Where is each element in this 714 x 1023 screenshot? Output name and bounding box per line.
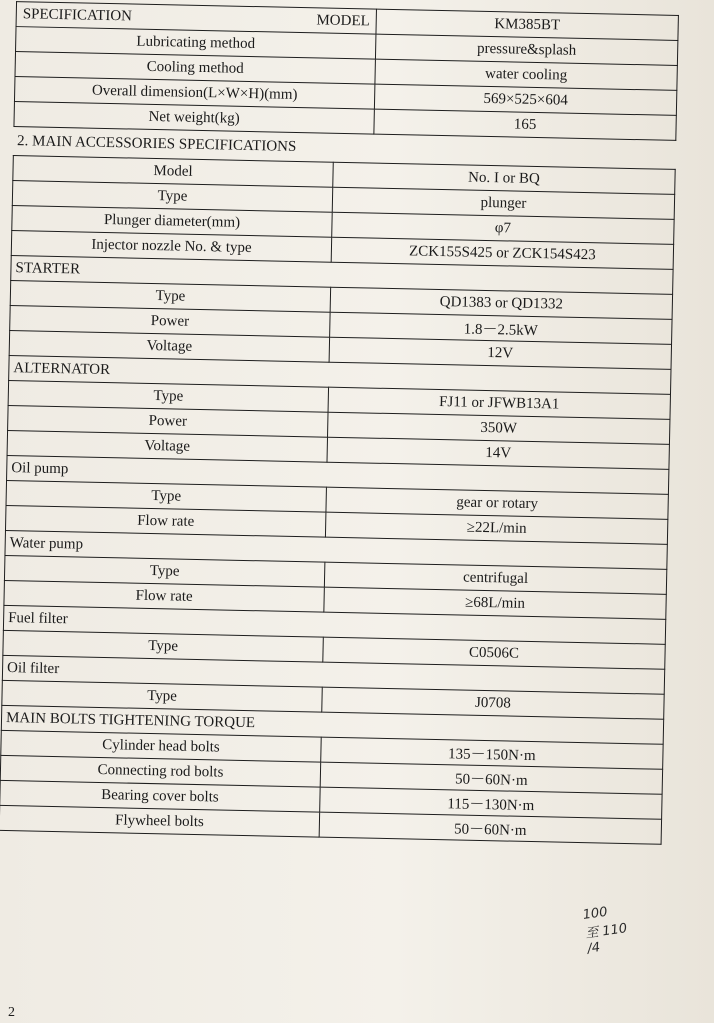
oil-filter-value: J0708 <box>322 687 664 719</box>
spec-row-label: Lubricating method <box>16 27 376 60</box>
alternator-label: Voltage <box>7 430 327 462</box>
spec-row-label: Overall dimension(L×W×H)(mm) <box>14 77 374 110</box>
oil-pump-value: ≥22L/min <box>325 512 667 544</box>
oil-pump-label: Type <box>6 480 326 512</box>
water-pump-section-title: Water pump <box>5 530 667 569</box>
bolt-torque-value: 50－60N·m <box>319 812 661 844</box>
model-header-label: MODEL <box>316 11 370 29</box>
spec-row-value: 569×525×604 <box>374 84 676 115</box>
starter-section-title: STARTER <box>11 256 673 295</box>
bolt-torque-value: 115－130N·m <box>320 787 662 819</box>
starter-label: Type <box>10 281 330 313</box>
oil-pump-value: gear or rotary <box>326 487 668 519</box>
alternator-label: Power <box>8 405 328 437</box>
handwritten-note-line: /4 <box>586 940 602 957</box>
spec-row-label: Cooling method <box>15 52 375 85</box>
water-pump-label: Flow rate <box>4 580 324 612</box>
water-pump-label: Type <box>4 555 324 587</box>
handwritten-note-line: 至 110 <box>584 921 629 942</box>
fuel-filter-value: C0506C <box>323 637 665 669</box>
oil-filter-label: Type <box>2 680 322 712</box>
fuel-pump-value: No. I or BQ <box>333 162 675 194</box>
fuel-filter-label: Type <box>3 630 323 662</box>
starter-value: QD1383 or QD1332 <box>330 287 672 319</box>
model-value: KM385BT <box>376 9 678 40</box>
fuel-pump-value: ZCK155S425 or ZCK154S423 <box>331 237 673 269</box>
water-pump-value: ≥68L/min <box>324 587 666 619</box>
fuel-filter-section-title: Fuel filter <box>3 605 665 644</box>
fuel-pump-label: Model <box>13 156 333 188</box>
bolts-section-title: MAIN BOLTS TIGHTENING TORQUE <box>1 705 663 744</box>
spec-header-label: SPECIFICATION <box>22 5 133 24</box>
alternator-value: 14V <box>327 437 669 469</box>
bolt-label: Cylinder head bolts <box>1 730 321 762</box>
fuel-pump-value: φ7 <box>332 212 674 244</box>
spec-row-value: water cooling <box>375 59 677 90</box>
bolt-label: Bearing cover bolts <box>0 780 320 812</box>
oil-pump-label: Flow rate <box>5 505 325 537</box>
spec-row-label: Net weight(kg) <box>14 102 374 135</box>
spec-row-value: pressure&splash <box>375 34 677 65</box>
water-pump-value: centrifugal <box>324 562 666 594</box>
fuel-pump-label: Type <box>12 181 332 213</box>
specification-table <box>13 1 678 141</box>
page-number: 2 <box>8 1005 15 1020</box>
oil-pump-section-title: Oil pump <box>7 455 669 494</box>
accessories-title: 2. MAIN ACCESSORIES SPECIFICATIONS <box>16 133 297 155</box>
accessories-table <box>0 155 676 845</box>
fuel-pump-value: plunger <box>332 187 674 219</box>
bolt-label: Flywheel bolts <box>0 805 320 837</box>
spec-sheet <box>0 1 678 1015</box>
starter-value: 12V <box>329 337 671 369</box>
fuel-pump-label: Plunger diameter(mm) <box>12 206 332 238</box>
handwritten-note-line: 100 <box>581 904 609 924</box>
starter-label: Power <box>10 306 330 338</box>
bolt-torque-value: 135－150N·m <box>321 737 663 769</box>
spec-row-value: 165 <box>374 109 676 140</box>
alternator-section-title: ALTERNATOR <box>9 356 671 395</box>
bolt-label: Connecting rod bolts <box>0 755 320 787</box>
starter-label: Voltage <box>9 331 329 363</box>
starter-value: 1.8－2.5kW <box>330 312 672 344</box>
alternator-label: Type <box>8 380 328 412</box>
handwritten-note <box>582 902 630 956</box>
alternator-value: FJ11 or JFWB13A1 <box>328 387 670 419</box>
alternator-value: 350W <box>328 412 670 444</box>
fuel-pump-label: Injector nozzle No. & type <box>11 231 331 263</box>
oil-filter-section-title: Oil filter <box>2 655 664 694</box>
bolt-torque-value: 50－60N·m <box>320 762 662 794</box>
